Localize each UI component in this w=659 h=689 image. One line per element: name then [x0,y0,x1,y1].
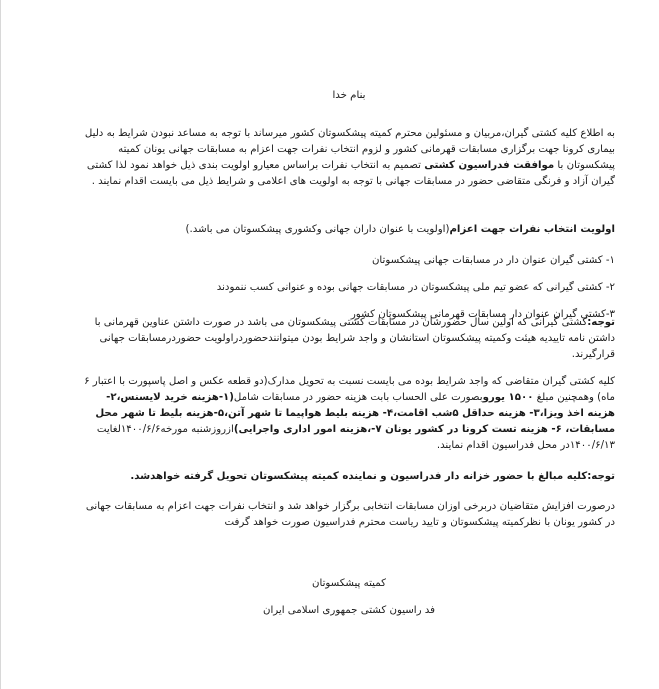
note-payment [83,469,615,485]
documents-fee: ۱۵۰۰ یورو [482,392,534,403]
greeting: بنام خدا [332,90,366,101]
documents-cost-list: (۱-هزینه خرید لایسنس،۲- هزینه اخذ ویزا،۳- هزینه حداقل ۵شب اقامت،۴- هزینه بلیط هواپیما تا شهر آتن،۵-هزینه بلیط تا شهر محل مسابقات، ۶- هزینه تست کرونا در کشور یونان ۷-،هزینه امور اداری واجرایی) [95,392,615,435]
priority-title: اولویت انتخاب نفرات جهت اعزام [449,224,615,235]
intro-bold-federation: موافقت فدراسیون کشتی [424,160,555,171]
final-paragraph: درصورت افزایش متقاضیان دربرخی اوزان مسابقات انتخابی برگزار خواهد شد و انتخاب نفرات جهت اعزام به مسابقات جهانی در کشور یونان با نظرکمیته پیشکسوتان و تایید ریاست محترم فدراسیون صورت خواهد گرفت [85,501,615,528]
signature-committee: کمیته پیشکسوتان [312,578,386,589]
note-payment-text: کلیه مبالغ با حضور خزانه دار فدراسیون و نماینده کمیته پیشکسوتان تحویل گرفته خواهدشد. [130,471,588,482]
note-label: توجه: [587,317,615,328]
priority-subtitle: (اولویت با عنوان داران جهانی وکشوری پیشکسوتان می باشد.) [185,224,450,235]
documents-text-2: بصورت علی الحساب بابت هزینه حضور در مسابقات شامل [233,392,483,403]
documents-text-1: کلیه کشتی گیران متقاضی که واجد شرایط بوده می بایست نسبت به تحویل مدارک(دو قطعه عکس و اصل پاسپورت با اعتبار ۶ ماه) وهمچنین مبلغ [84,376,615,403]
note-payment-label: توجه: [587,471,615,482]
note-first-time [83,315,615,363]
priority-heading [83,222,615,238]
intro-text-2: تصمیم به انتخاب نفرات براساس معیارو اولویت بندی ذیل خواهد نمود لذا کشتی گیران آزاد و فرنگی متقاضی حضور در مسابقات جهانی با توجه به اولویت های اعلامی و شرایط ذیل می بایست اقدام نمایند . [86,160,615,187]
signature-federation: فد راسیون کشتی جمهوری اسلامی ایران [262,605,436,616]
intro-paragraph [83,126,615,190]
documents-paragraph [83,374,615,454]
note-text: کشتی گیرانی که اولین سال حضورشان در مسابقات کشتی پیشکسوتان می باشد در صورت داشتن عناوین قهرمانی با داشتن نامه تاییدیه هیئت وکمیته پیشکسوتان استانشان و واجد شرایط بودن میتوانندحضوردراولویت حضوردرمسابقات جهانی قرارگیرند. [94,317,615,360]
criteria-item-3: ۳-کشتی گیران عنوان دار مسابقات قهرمانی پیشکسوتان کشور [350,309,615,320]
criteria-item-1: ۱- کشتی گیران عنوان دار در مسابقات جهانی پیشکسوتان [371,255,615,266]
documents-text-3: ازروزشنبه مورخه۱۴۰۰/۶/۶لغایت ۱۴۰۰/۶/۱۳در محل فدراسیون اقدام نمایند. [96,424,615,451]
intro-text-1: به اطلاع کلیه کشتی گیران،مربیان و مسئولین محترم کمیته پیشکسوتان کشور میرساند با توجه به مساعد نبودن شرایط به دلیل بیماری کرونا جهت برگزاری مسابقات قهرمانی کشور و لزوم انتخاب نفرات جهت اعزام به مسابقات جهانی یونان کمیته پیشکسوتان با [84,128,615,171]
criteria-item-2: ۲- کشتی گیرانی که عضو تیم ملی پیشکسوتان در مسابقات جهانی بوده و عنوانی کسب ننمودند [216,282,615,293]
